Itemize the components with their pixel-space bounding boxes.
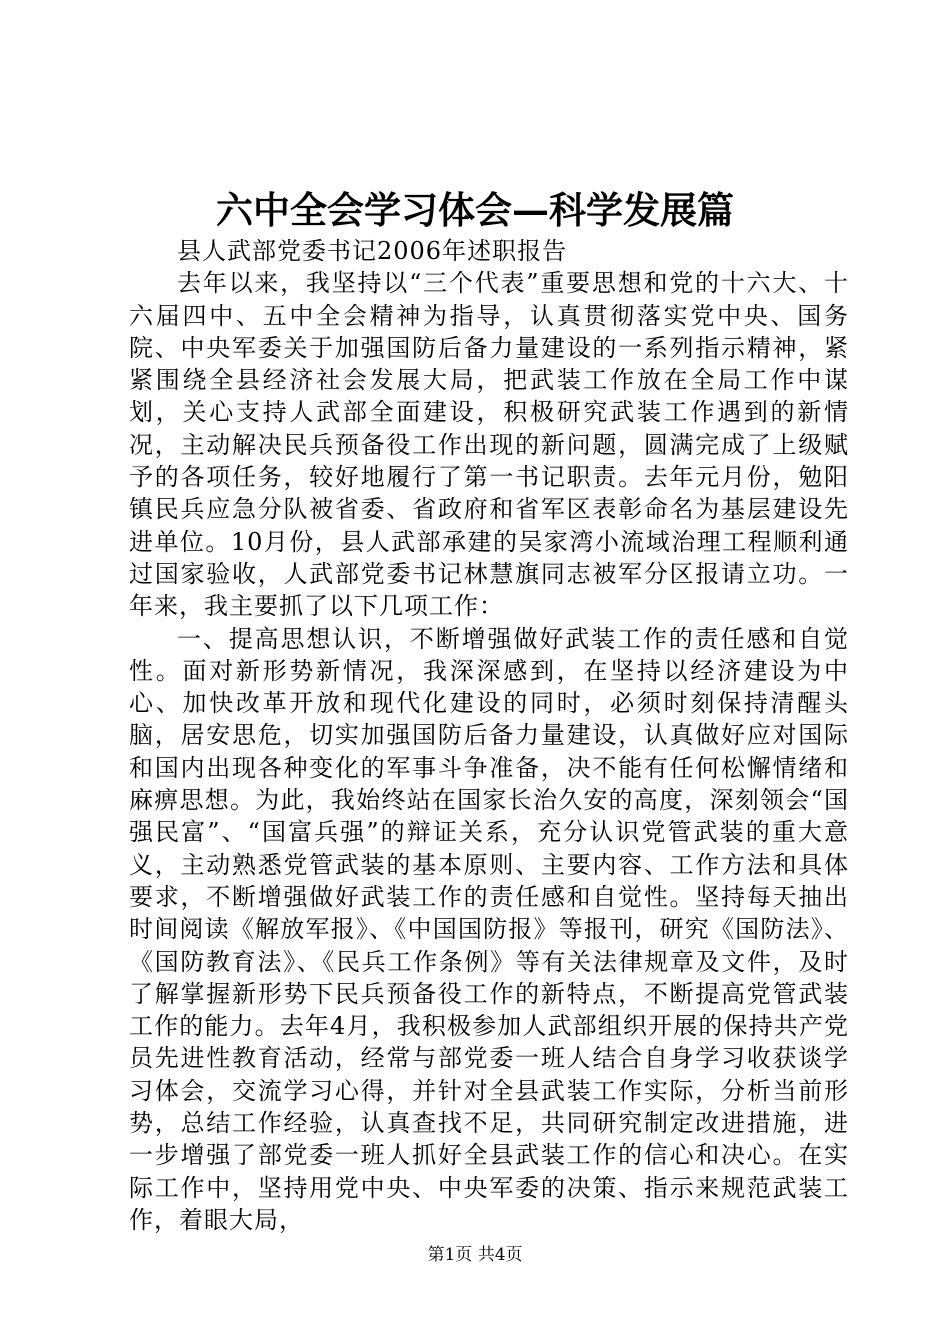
document-title: 六中全会学习体会—科学发展篇: [216, 188, 734, 232]
document-body: [129, 235, 849, 1236]
paragraph-section-one: 一、提高思想认识，不断增强做好武装工作的责任感和自觉性。面对新形势新情况，我深深感到，在坚持以经济建设为中心、加快改革开放和现代化建设的同时，必须时刻保持清醒头脑，居安思危，切实加强国防后备力量建设，认真做好应对国际和国内出现各种变化的军事斗争准备，决不能有任何松懈情绪和麻痹思想。为此，我始终站在国家长治久安的高度，深刻领会“国强民富”、“国富兵强”的辩证关系，充分认识党管武装的重大意义，主动熟悉党管武装的基本原则、主要内容、工作方法和具体要求，不断增强做好武装工作的责任感和自觉性。坚持每天抽出时间阅读《解放军报》、《中国国防报》等报刊，研究《国防法》、《国防教育法》、《民兵工作条例》等有关法律规章及文件，及时了解掌握新形势下民兵预备役工作的新特点，不断提高党管武装工作的能力。去年4月，我积极参加人武部组织开展的保持共产党员先进性教育活动，经常与部党委一班人结合自身学习收获谈学习体会，交流学习心得，并针对全县武装工作实际，分析当前形势，总结工作经验，认真查找不足，共同研究制定改进措施，进一步增强了部党委一班人抓好全县武装工作的信心和决心。在实际工作中，坚持用党中央、中央军委的决策、指示来规范武装工作，着眼大局，: [129, 624, 849, 1234]
subtitle-line: 县人武部党委书记2006年述职报告: [177, 237, 568, 265]
paragraph-intro: 去年以来，我坚持以“三个代表”重要思想和党的十六大、十六届四中、五中全会精神为指导，认真贯彻落实党中央、国务院、中央军委关于加强国防后备力量建设的一系列指示精神，紧紧围绕全县经济社会发展大局，把武装工作放在全局工作中谋划，关心支持人武部全面建设，积极研究武装工作遇到的新情况，主动解决民兵预备役工作出现的新问题，圆满完成了上级赋予的各项任务，较好地履行了第一书记职责。去年元月份，勉阳镇民兵应急分队被省委、省政府和省军区表彰命名为基层建设先进单位。10月份，县人武部承建的吴家湾小流域治理工程顺利通过国家验收，人武部党委书记林慧旗同志被军分区报请立功。一年来，我主要抓了以下几项工作：: [129, 269, 849, 621]
page-number-footer: 第1页 共4页: [427, 1245, 523, 1265]
